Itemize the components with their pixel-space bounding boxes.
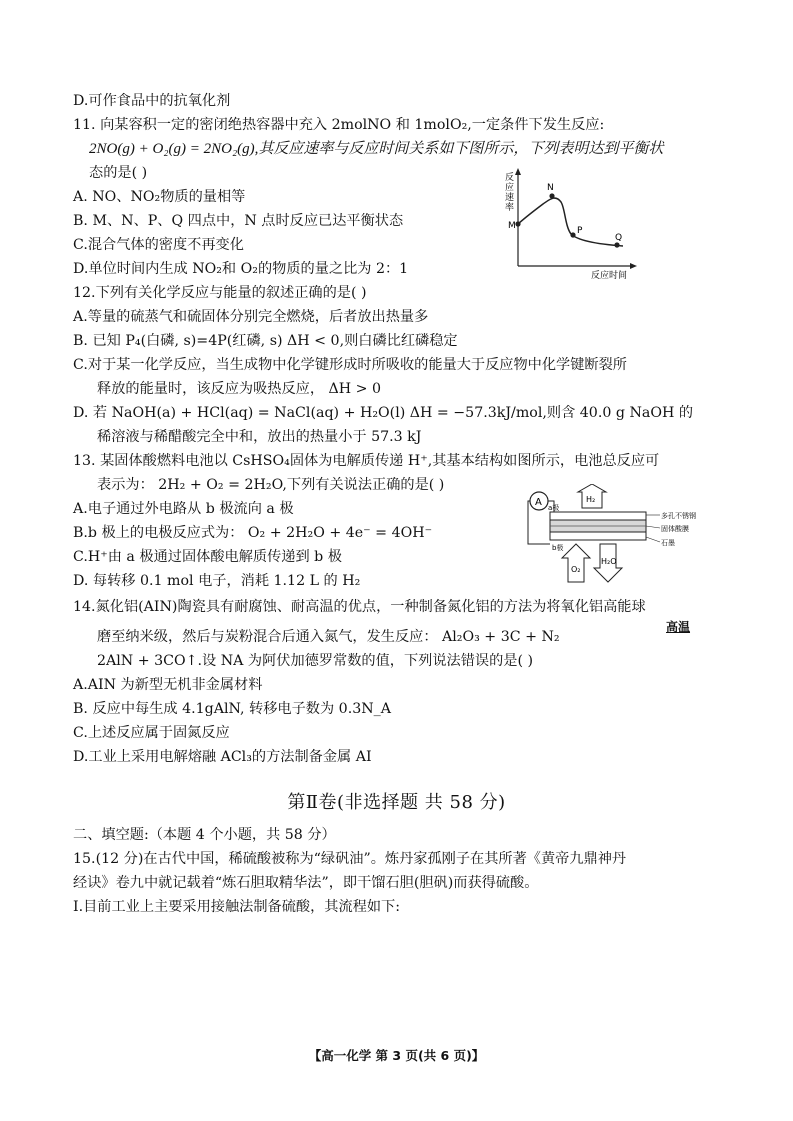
q12-option-b: B. 已知 P₄(白磷, s)=4P(红磷, s) ΔH < 0,则白磷比红磷稳定 [73, 333, 458, 349]
q13-option-c: C.H⁺由 a 极通过固体酸电解质传递到 b 极 [73, 549, 342, 565]
graphite-plate [550, 532, 646, 540]
q11-option-b: B. M、N、P、Q 四点中，N 点时反应已达平衡状态 [73, 213, 404, 229]
fuel-cell-diagram [526, 484, 702, 584]
point-p [570, 232, 575, 237]
q11-option-c: C.混合气体的密度不再变化 [73, 237, 244, 253]
graphite-label: 石墨 [661, 539, 675, 547]
q12-option-a: A.等量的硫蒸气和硫固体分别完全燃烧，后者放出热量多 [73, 309, 429, 325]
q12-option-d-cont: 稀溶液与稀醋酸完全中和，放出的热量小于 57.3 kJ [97, 429, 422, 445]
section-title: 第Ⅱ卷(非选择题 共 58 分) [287, 792, 506, 813]
b-electrode-label: b极 [552, 544, 564, 552]
q11-stem: 11. 向某容积一定的密闭绝热容器中充入 2molNO 和 1molO₂,一定条件下发生反应: [73, 117, 605, 133]
a-electrode-label: a极 [548, 504, 560, 512]
line-q10-d: D.可作食品中的抗氧化剂 [73, 93, 231, 109]
porous-steel-label: 多孔不锈钢 [661, 512, 696, 520]
porous-steel-plate [550, 512, 646, 520]
point-label-p: P [577, 226, 583, 236]
q12-option-c: C.对于某一化学反应，当生成物中化学键形成时所吸收的能量大于反应物中化学键断裂所 [73, 357, 627, 373]
point-q [614, 242, 619, 247]
q11-option-a: A. NO、NO₂物质的量相等 [73, 189, 246, 205]
q13-stem: 13. 某固体酸燃料电池以 CsHSO₄固体为电解质传递 H⁺,其基本结构如图所示，电池总反应可 [73, 453, 660, 469]
xlabel: 反应时间 [591, 271, 628, 281]
ylabel-char: 反 [505, 173, 515, 183]
ylabel-char: 速 [505, 193, 515, 203]
solid-acid-label: 固体酸膜 [661, 525, 689, 533]
y-axis-arrow [515, 168, 521, 175]
ammeter-label: A [535, 497, 542, 508]
q15-stem-cont: 经诀》卷九中就记载着“炼石胆取精华法”，即干馏石胆(胆矾)而获得硫酸。 [73, 875, 539, 891]
q14-option-b: B. 反应中每生成 4.1gAlN, 转移电子数为 0.3N_A [73, 701, 391, 717]
x-axis-arrow [630, 263, 637, 269]
point-label-m: M [508, 221, 516, 231]
ylabel-char: 应 [505, 183, 515, 193]
h2o-label: H₂O [601, 557, 617, 566]
q13-option-b: B.b 极上的电极反应式为： O₂ + 2H₂O + 4e⁻ = 4OH⁻ [73, 525, 433, 541]
page-footer: 【高一化学 第 3 页(共 6 页)】 [308, 1048, 485, 1063]
q12-option-d: D. 若 NaOH(a) + HCl(aq) = NaCl(aq) + H₂O(l) ΔH = −57.3kJ/mol,则含 40.0 g NaOH 的 [73, 405, 694, 421]
section-heading: 二、填空题:（本题 4 个小题，共 58 分） [73, 827, 336, 843]
q13-option-a: A.电子通过外电路从 b 极流向 a 极 [73, 501, 294, 517]
q13-option-d: D. 每转移 0.1 mol 电子，消耗 1.12 L 的 H₂ [73, 573, 361, 589]
q11-equation: 2NO(g) + O₂(g) = 2NO₂(g),其反应速率与反应时间关系如下图所示，下列表明达到平衡状 [89, 141, 664, 157]
point-label-n: N [547, 183, 554, 193]
high-temp-label: 高温 [666, 620, 691, 634]
rate-curve [518, 198, 623, 246]
o2-label: O₂ [571, 565, 581, 574]
q12-stem: 12.下列有关化学反应与能量的叙述正确的是( ) [73, 285, 367, 301]
q14-option-a: A.AIN 为新型无机非金属材料 [73, 677, 263, 693]
q13-stem-cont: 表示为： 2H₂ + O₂ = 2H₂O,下列有关说法正确的是( ) [97, 477, 445, 493]
point-m [515, 221, 520, 226]
q14-option-d: D.工业上采用电解熔融 ACl₃的方法制备金属 AI [73, 749, 372, 765]
q11-option-d: D.单位时间内生成 NO₂和 O₂的物质的量之比为 2：1 [73, 261, 409, 277]
q14-stem-cont: 磨至纳米级，然后与炭粉混合后通入氮气，发生反应： Al₂O₃ + 3C + N₂ [97, 629, 560, 645]
q11-stem-end: 态的是( ) [89, 165, 148, 181]
rate-time-graph [505, 166, 645, 281]
q14-stem-cont2: 2AlN + 3CO↑.设 NA 为阿伏加德罗常数的值，下列说法错误的是( ) [97, 653, 534, 669]
o2-inlet-arrow [562, 544, 590, 582]
point-n [549, 193, 554, 198]
q14-stem: 14.氮化铝(AIN)陶瓷具有耐腐蚀、耐高温的优点，一种制备氮化铝的方法为将氧化铝高能球 [73, 599, 646, 615]
point-label-q: Q [615, 233, 623, 243]
ylabel-char: 率 [505, 203, 515, 213]
h2-label: H₂ [586, 495, 596, 504]
q15-stem: 15.(12 分)在古代中国，稀硫酸被称为“绿矾油”。炼丹家孤刚子在其所著《黄帝九鼎神丹 [73, 851, 627, 867]
q12-option-c-cont: 释放的能量时，该反应为吸热反应， ΔH > 0 [97, 381, 382, 397]
q14-option-c: C.上述反应属于固氮反应 [73, 725, 230, 741]
q15-part1: Ⅰ.目前工业上主要采用接触法制备硫酸，其流程如下: [73, 899, 401, 915]
